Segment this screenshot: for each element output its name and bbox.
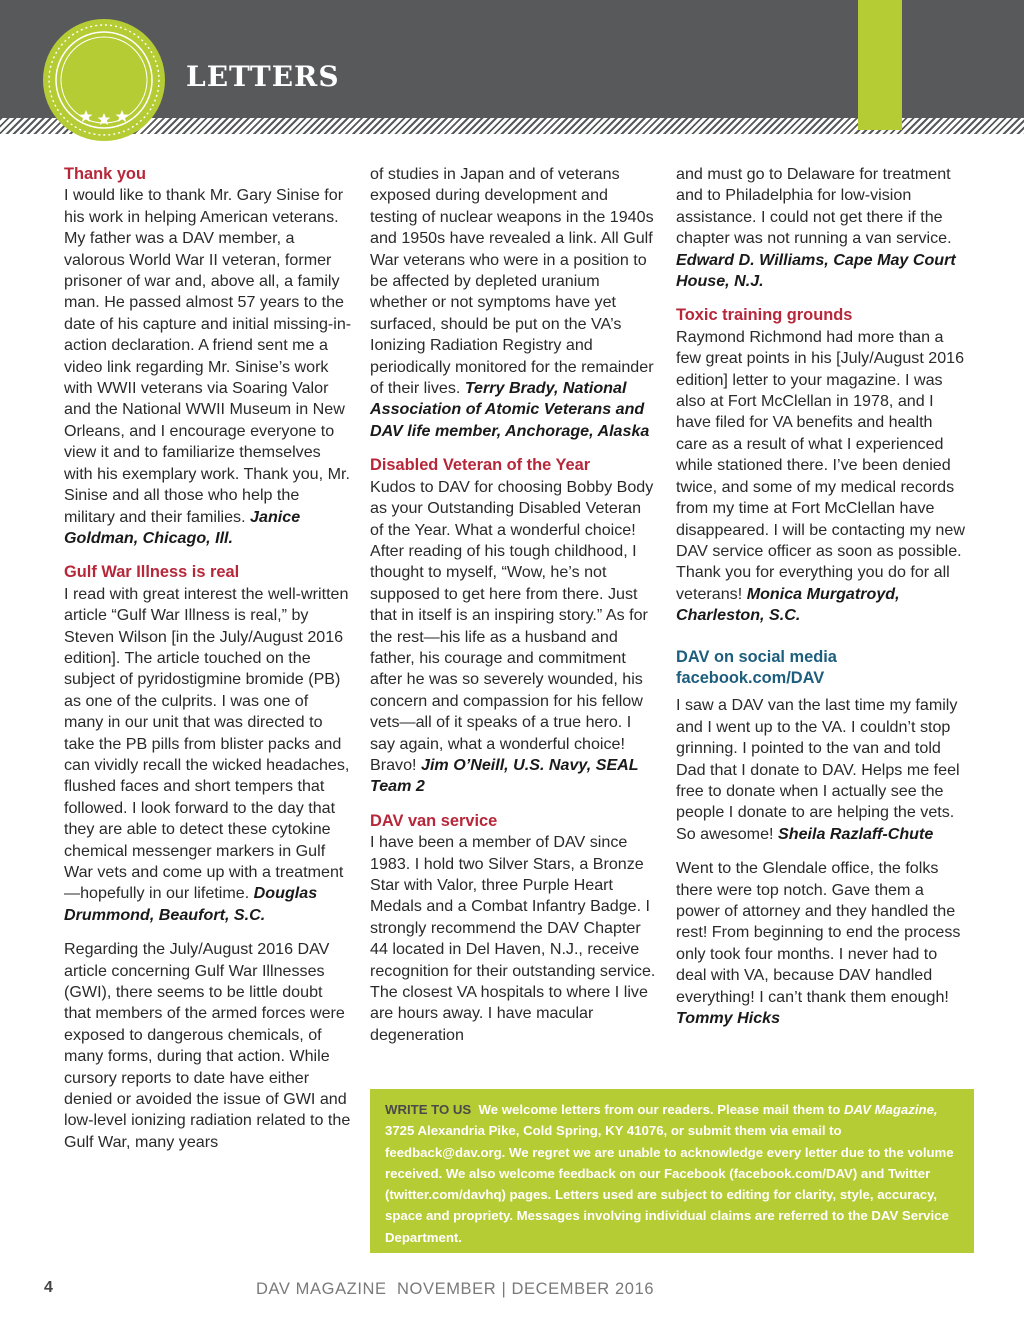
letter-heading: Thank you [64,165,146,183]
column-3 [676,164,966,1042]
letter-signature: Terry Brady, National Association of Atomic Veterans and DAV life member, Anchorage, Alaska [370,379,650,440]
letter-signature: Janice Goldman, Chicago, Ill. [64,507,301,547]
letter-van-service [370,811,658,1046]
write-to-us-box [370,1089,974,1253]
letter-disabled-veteran [370,455,658,798]
letter-signature: Monica Murgatroyd, Charleston, S.C. [676,584,900,625]
write-to-us-text: We welcome letters from our readers. Please mail them to [478,1102,841,1117]
letter-signature: Douglas Drummond, Beaufort, S.C. [64,884,318,924]
letter-van-service-continued [676,164,966,292]
letter-body: Raymond Richmond had more than a few great points in his [July/August 2016 edition] letter to your magazine. I was also at Fort McClellan in 1978, and I have filed for VA benefits and health care as a result of what I experienced while stationed there. I’ve been denied twice, and some of my medical records from my time at Fort McClellan have disappeared. I will be contacting my new DAV service officer as soon as possible. Thank you for everything you do for all veterans! [676,327,965,603]
letter-gulf-war [64,562,352,926]
accent-bar [858,0,902,130]
write-to-us-text: 3725 Alexandria Pike, Cold Spring, KY 41076, or submit them via email to feedback@dav.org. We regret we are unable to acknowledge every letter due to the volume received. We also welcome feedback on our Facebook (facebook.com/DAV) and Twitter (twitter.com/davhq) pages. Letters used are subject to editing for clarity, style, accuracy, space and propriety. Messages involving individual claims are referred to the DAV Service Department. [385,1123,954,1245]
page-number: 4 [44,1279,53,1296]
post-body: I saw a DAV van the last time my family and I went up to the VA. I couldn’t stop grinning. I pointed to the van and told Dad that I donate to DAV. Helps me feel free to donate when I actually see the people I donate to are helping the vets. So awesome! [676,696,960,843]
letter-gwi-continued [370,164,658,442]
letter-heading: Gulf War Illness is real [64,563,240,582]
letter-body: Kudos to DAV for choosing Bobby Body as your Outstanding Disabled Veteran of the Year. What a wonderful choice! After reading of his tough childhood, I thought to myself, “Wow, he’s not supposed to get here from there. Just that in itself is an inspiring story.” As for the rest—his life as a husband and father, his courage and commitment after he was so severely wounded, his concern and compassion for his fellow vets—all of it speaks of a true hero. I say again, what a wonderful choice! Bravo! [370,477,654,774]
social-post [676,695,966,845]
footer-publication: DAV MAGAZINE NOVEMBER | DECEMBER 2016 [256,1280,655,1298]
letter-body: Regarding the July/August 2016 DAV article concerning Gulf War Illnesses (GWI), there seems to be little doubt that members of the armed forces were exposed to dangerous chemicals, of many forms, during that action. While cursory reports to date have either denied or avoided the issue of GWI and low-level ionizing radiation related to the Gulf War, many years [64,940,351,1151]
letter-heading: Toxic training grounds [676,306,853,325]
letter-heading: DAV van service [370,811,498,830]
letter-body: I have been a member of DAV since 1983. I hold two Silver Stars, a Bronze Star with Valor, three Purple Heart Medals and a Combat Infantry Badge. I strongly recommend the DAV Chapter 44 located in Del Haven, N.J., receive recognition for their outstanding service. The closest VA hospitals to where I live are hours away. I have macular degeneration [370,833,656,1044]
letter-thank-you [64,164,352,549]
column-2 [370,164,658,1059]
letter-gwi [64,939,352,1153]
column-1 [64,164,352,1166]
magazine-name: DAV Magazine, [844,1102,938,1117]
social-subheading: facebook.com/DAV [676,668,825,687]
social-post [676,858,966,1029]
social-heading: DAV on social media [676,647,837,666]
letter-signature: Edward D. Williams, Cape May Court House, N.J. [676,250,956,291]
post-body: Went to the Glendale office, the folks there were top notch. Gave them a power of attorney and they handled the rest! From beginning to end the process only took four months. I never had to deal with VA, because DAV handled everything! I can’t thank them enough! [676,859,961,1006]
letter-body: I would like to thank Mr. Gary Sinise for his work in helping American veterans. My father was a DAV member, a valorous World War II veteran, former prisoner of war and, above all, a family man. He passed almost 57 years to the date of his capture and initial missing-in-action declaration. A friend sent me a video link regarding Mr. Sinise’s work with WWII veterans via Soaring Valor and the National WWII Museum in New Orleans, and I encourage everyone to view it and to familiarize themselves with his exemplary work. Thank you, Mr. Sinise and all those who help the military and their families. [64,186,352,526]
letter-toxic-training [676,305,966,626]
social-heading-block [676,647,966,690]
letter-body: of studies in Japan and of veterans exposed during development and testing of nuclear weapons in the 1940s and 1950s have revealed a link. All Gulf War veterans who were in a position to be affected by depleted uranium whether or not symptoms have yet surfaced, should be put on the VA’s Ionizing Radiation Registry and periodically monitored for the remainder of their lives. [370,165,654,398]
letter-heading: Disabled Veteran of the Year [370,456,591,475]
section-title: LETTERS [186,60,340,93]
write-to-us-label: WRITE TO US [385,1102,472,1117]
letter-body: and must go to Delaware for treatment and to Philadelphia for low-vision assistance. I could not get there if the chapter was not running a van service. [676,165,952,248]
post-signature: Tommy Hicks [676,1009,781,1028]
star-seal-icon [42,18,166,142]
letter-signature: Jim O’Neill, U.S. Navy, SEAL Team 2 [370,755,639,796]
letter-body: I read with great interest the well-written article “Gulf War Illness is real,” by Steven Wilson [in the July/August 2016 edition]. The article touched on the subject of pyridostigmine bromide (PB) as one of the culprits. I was one of many in our unit that was directed to take the PB pills from blister packs and can vividly recall the wicked headaches, flushed faces and short tempers that followed. I look forward to the day that they are able to detect these cytokine chemical messenger markers in Gulf War vets and come up with a treatment—hopefully in our lifetime. [64,584,350,903]
post-signature: Sheila Razlaff-Chute [778,824,934,843]
